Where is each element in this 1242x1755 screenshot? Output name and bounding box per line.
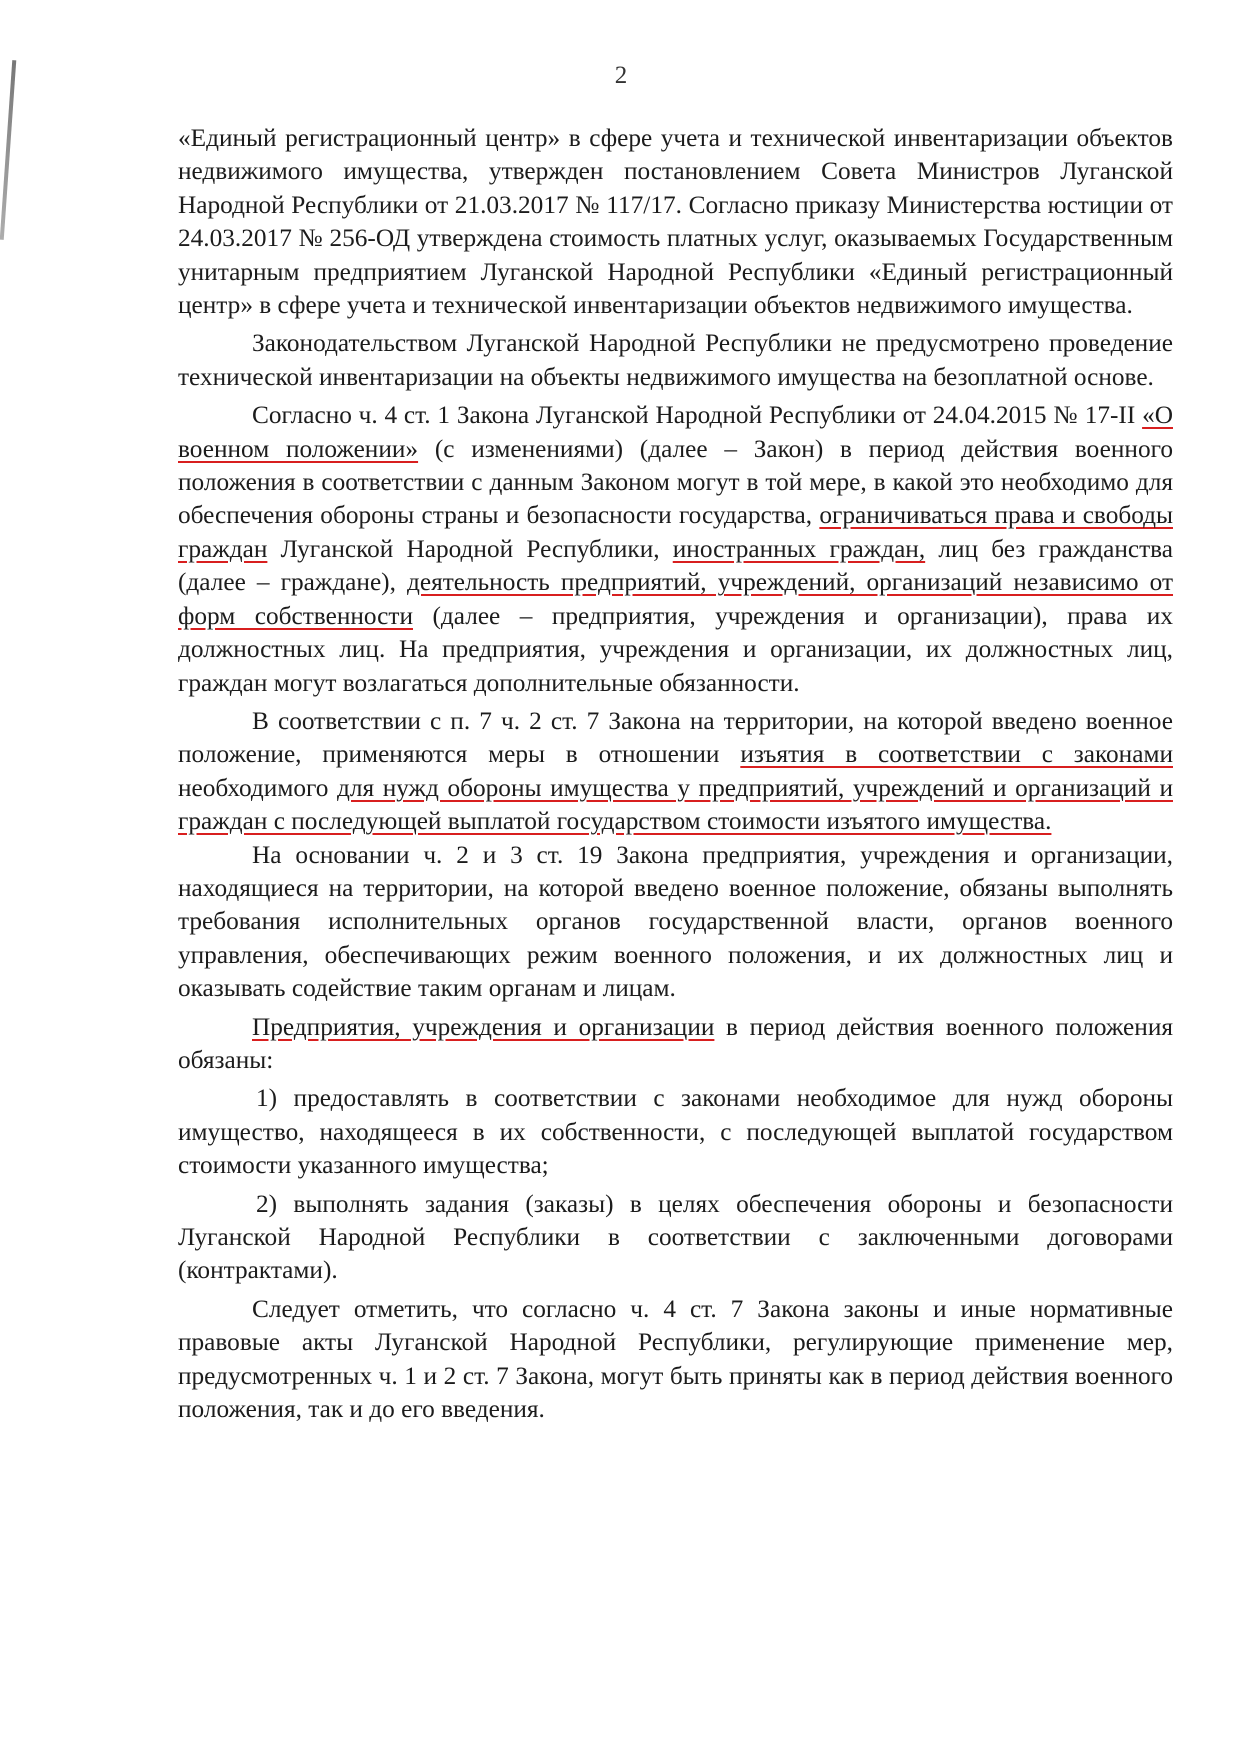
paragraph-6-text-1: в период действия военного положения обязаны: bbox=[178, 1012, 1173, 1074]
paragraph-4-text-2: необходимого bbox=[178, 773, 337, 802]
underlined-seizure-by-law: изъятия в соответствии с законами bbox=[740, 740, 1173, 769]
list-item-1: 1) предоставлять в соответствии с законами необходимое для нужд обороны имущество, находящееся в их собственности, с последующей выплатой государством стоимости указанного имущества; bbox=[178, 1084, 1173, 1180]
paragraph-3-text-2: (с изменениями) (далее – Закон) в период действия военного положения в соответствии с данным Законом могут в той мере, в какой это необходимо для обеспечения обороны страны и безопасности государства, bbox=[178, 434, 1173, 530]
underlined-foreign-citizens: иностранных граждан, bbox=[672, 534, 926, 563]
paragraph-1: «Единый регистрационный центр» в сфере учета и технической инвентаризации объектов недвижимого имущества, утвержден постановлением Совета Министров Луганской Народной Республики от 21.03.2017 № 117/17. Согласно приказу Министерства юстиции от 24.03.2017 № 256-ОД утверждена стоимость платных услуг, оказываемых Государственным унитарным предприятием Луганской Народной Республики «Единый регистрационный центр» в сфере учета и технической инвентаризации объектов недвижимого имущества. bbox=[178, 124, 1173, 320]
underlined-rights-restriction: ограничиваться права и свободы граждан bbox=[178, 501, 1173, 563]
paragraph-4-text-1: В соответствии с п. 7 ч. 2 ст. 7 Закона на территории, на которой введено военное положение, применяются меры в отношении bbox=[178, 706, 1173, 769]
paragraph-3-text-3: Луганской Народной Республики, bbox=[267, 534, 673, 563]
list-item-2: 2) выполнять задания (заказы) в целях обеспечения обороны и безопасности Луганской Народной Республики в соответствии с заключенными договорами (контрактами). bbox=[178, 1189, 1173, 1285]
underlined-defense-needs: для нужд обороны имущества у предприятий, учреждений и организаций и граждан с последующей выплатой государством стоимости изъятого имущества. bbox=[178, 773, 1173, 836]
page-number: 2 bbox=[614, 62, 628, 89]
underlined-enterprise-activity: деятельность предприятий, учреждений, организаций независимо от форм собственности bbox=[178, 568, 1174, 630]
paragraph-7: Следует отметить, что согласно ч. 4 ст. 7 Закона законы и иные нормативные правовые акты Луганской Народной Республики, регулирующие применение мер, предусмотренных ч. 1 и 2 ст. 7 Закона, могут быть приняты как в период действия военного положения, так и до его введения. bbox=[178, 1294, 1173, 1424]
underlined-law-title: «О военном положении» bbox=[178, 401, 1173, 463]
paragraph-3-text-5: (далее – предприятия, учреждения и организации), права их должностных лиц. На предприятия, учреждения и организации, их должностных лиц, граждан могут возлагаться дополнительные обязанности. bbox=[178, 601, 1173, 697]
paragraph-6 bbox=[178, 1011, 1173, 1078]
paragraph-4 bbox=[178, 705, 1173, 839]
underlined-enterprises: Предприятия, учреждения и организации bbox=[252, 1012, 715, 1041]
paragraph-5: На основании ч. 2 и 3 ст. 19 Закона предприятия, учреждения и организации, находящиеся на территории, на которой введено военное положение, обязаны выполнять требования исполнительных органов государственной власти, органов военного управления, обеспечивающих режим военного положения, и их должностных лиц и оказывать содействие таким органам и лицам. bbox=[178, 840, 1173, 1003]
document-body bbox=[178, 122, 1173, 1426]
paragraph-2: Законодательством Луганской Народной Республики не предусмотрено проведение технической инвентаризации на объекты недвижимого имущества на безоплатной основе. bbox=[178, 329, 1173, 391]
paragraph-3-text-1: Согласно ч. 4 ст. 1 Закона Луганской Народной Республики от 24.04.2015 № 17-II bbox=[252, 401, 1143, 430]
paragraph-3-text-4: лиц без гражданства (далее – граждане), bbox=[178, 534, 1173, 597]
paragraph-3 bbox=[178, 399, 1173, 700]
